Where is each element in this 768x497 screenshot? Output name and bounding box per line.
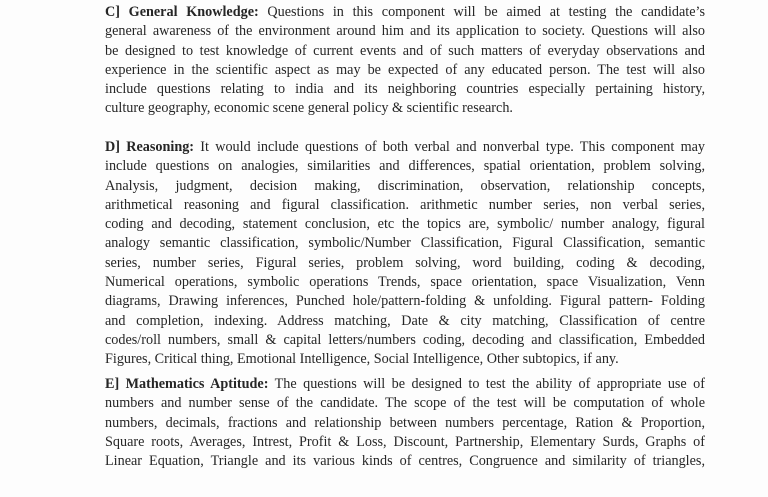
paragraph-line: diagrams, Drawing inferences, Punched hole/pattern-folding & unfolding. Figural pattern- Folding <box>105 293 705 310</box>
line-text: Questions in this component will be aimed at testing the candidate’s <box>258 4 705 20</box>
line-text: The questions will be designed to test the ability of appropriate use of <box>268 376 705 392</box>
paragraph-line: Square roots, Averages, Intrest, Profit & Loss, Discount, Partnership, Elementary Surds, Graphs of <box>105 433 705 450</box>
paragraph-line <box>105 138 705 157</box>
paragraph-line: include questions on analogies, similarities and differences, spatial orientation, problem solving, <box>105 158 705 175</box>
paragraph-line: Figures, Critical thing, Emotional Intelligence, Social Intelligence, Other subtopics, if any. <box>105 351 619 368</box>
paragraph-line: numbers, decimals, fractions and relationship between numbers percentage, Ration & Proportion, <box>105 414 705 431</box>
paragraph-line: be designed to test knowledge of current events and of such matters of everyday observations and <box>105 42 705 59</box>
paragraph-line: experience in the scientific aspect as may be expected of any educated person. The test will also <box>105 61 705 78</box>
paragraph-line: culture geography, economic scene general policy & scientific research. <box>105 100 513 117</box>
paragraph-line <box>105 3 705 22</box>
paragraph-line: analogy semantic classification, symbolic/Number Classification, Figural Classification, semantic <box>105 235 705 252</box>
section-mathematics-aptitude <box>105 375 705 471</box>
paragraph-line: include questions relating to india and its neighboring countries especially pertaining history, <box>105 81 705 98</box>
paragraph-line <box>105 375 705 394</box>
paragraph-line: and completion, indexing. Address matching, Date & city matching, Classification of centre <box>105 312 705 329</box>
paragraph-line: Analysis, judgment, decision making, discrimination, observation, relationship concepts, <box>105 177 705 194</box>
paragraph-line: series, number series, Figural series, problem solving, word building, coding & decoding, <box>105 254 705 271</box>
section-heading: D] Reasoning: <box>105 139 195 155</box>
section-reasoning <box>105 138 705 370</box>
paragraph-line: codes/roll numbers, small & capital letters/numbers coding, decoding and classification, Embedded <box>105 331 705 348</box>
paragraph-line: numbers and number sense of the candidate. The scope of the test will be computation of whole <box>105 395 705 412</box>
section-general-knowledge <box>105 3 705 119</box>
line-text: It would include questions of both verbal and nonverbal type. This component may <box>194 139 705 155</box>
section-heading: C] General Knowledge: <box>105 4 259 20</box>
section-heading: E] Mathematics Aptitude: <box>105 376 269 392</box>
paragraph-line: coding and decoding, statement conclusion, etc the topics are, symbolic/ number analogy, figural <box>105 216 705 233</box>
paragraph-line: general awareness of the environment around him and its application to society. Questions will also <box>105 23 705 40</box>
paragraph-line: Numerical operations, symbolic operations Trends, space orientation, space Visualization, Venn <box>105 274 705 291</box>
paragraph-line: Linear Equation, Triangle and its various kinds of centres, Congruence and similarity of triangles, <box>105 453 705 470</box>
paragraph-line: arithmetical reasoning and figural classification. arithmetic number series, non verbal series, <box>105 196 705 213</box>
